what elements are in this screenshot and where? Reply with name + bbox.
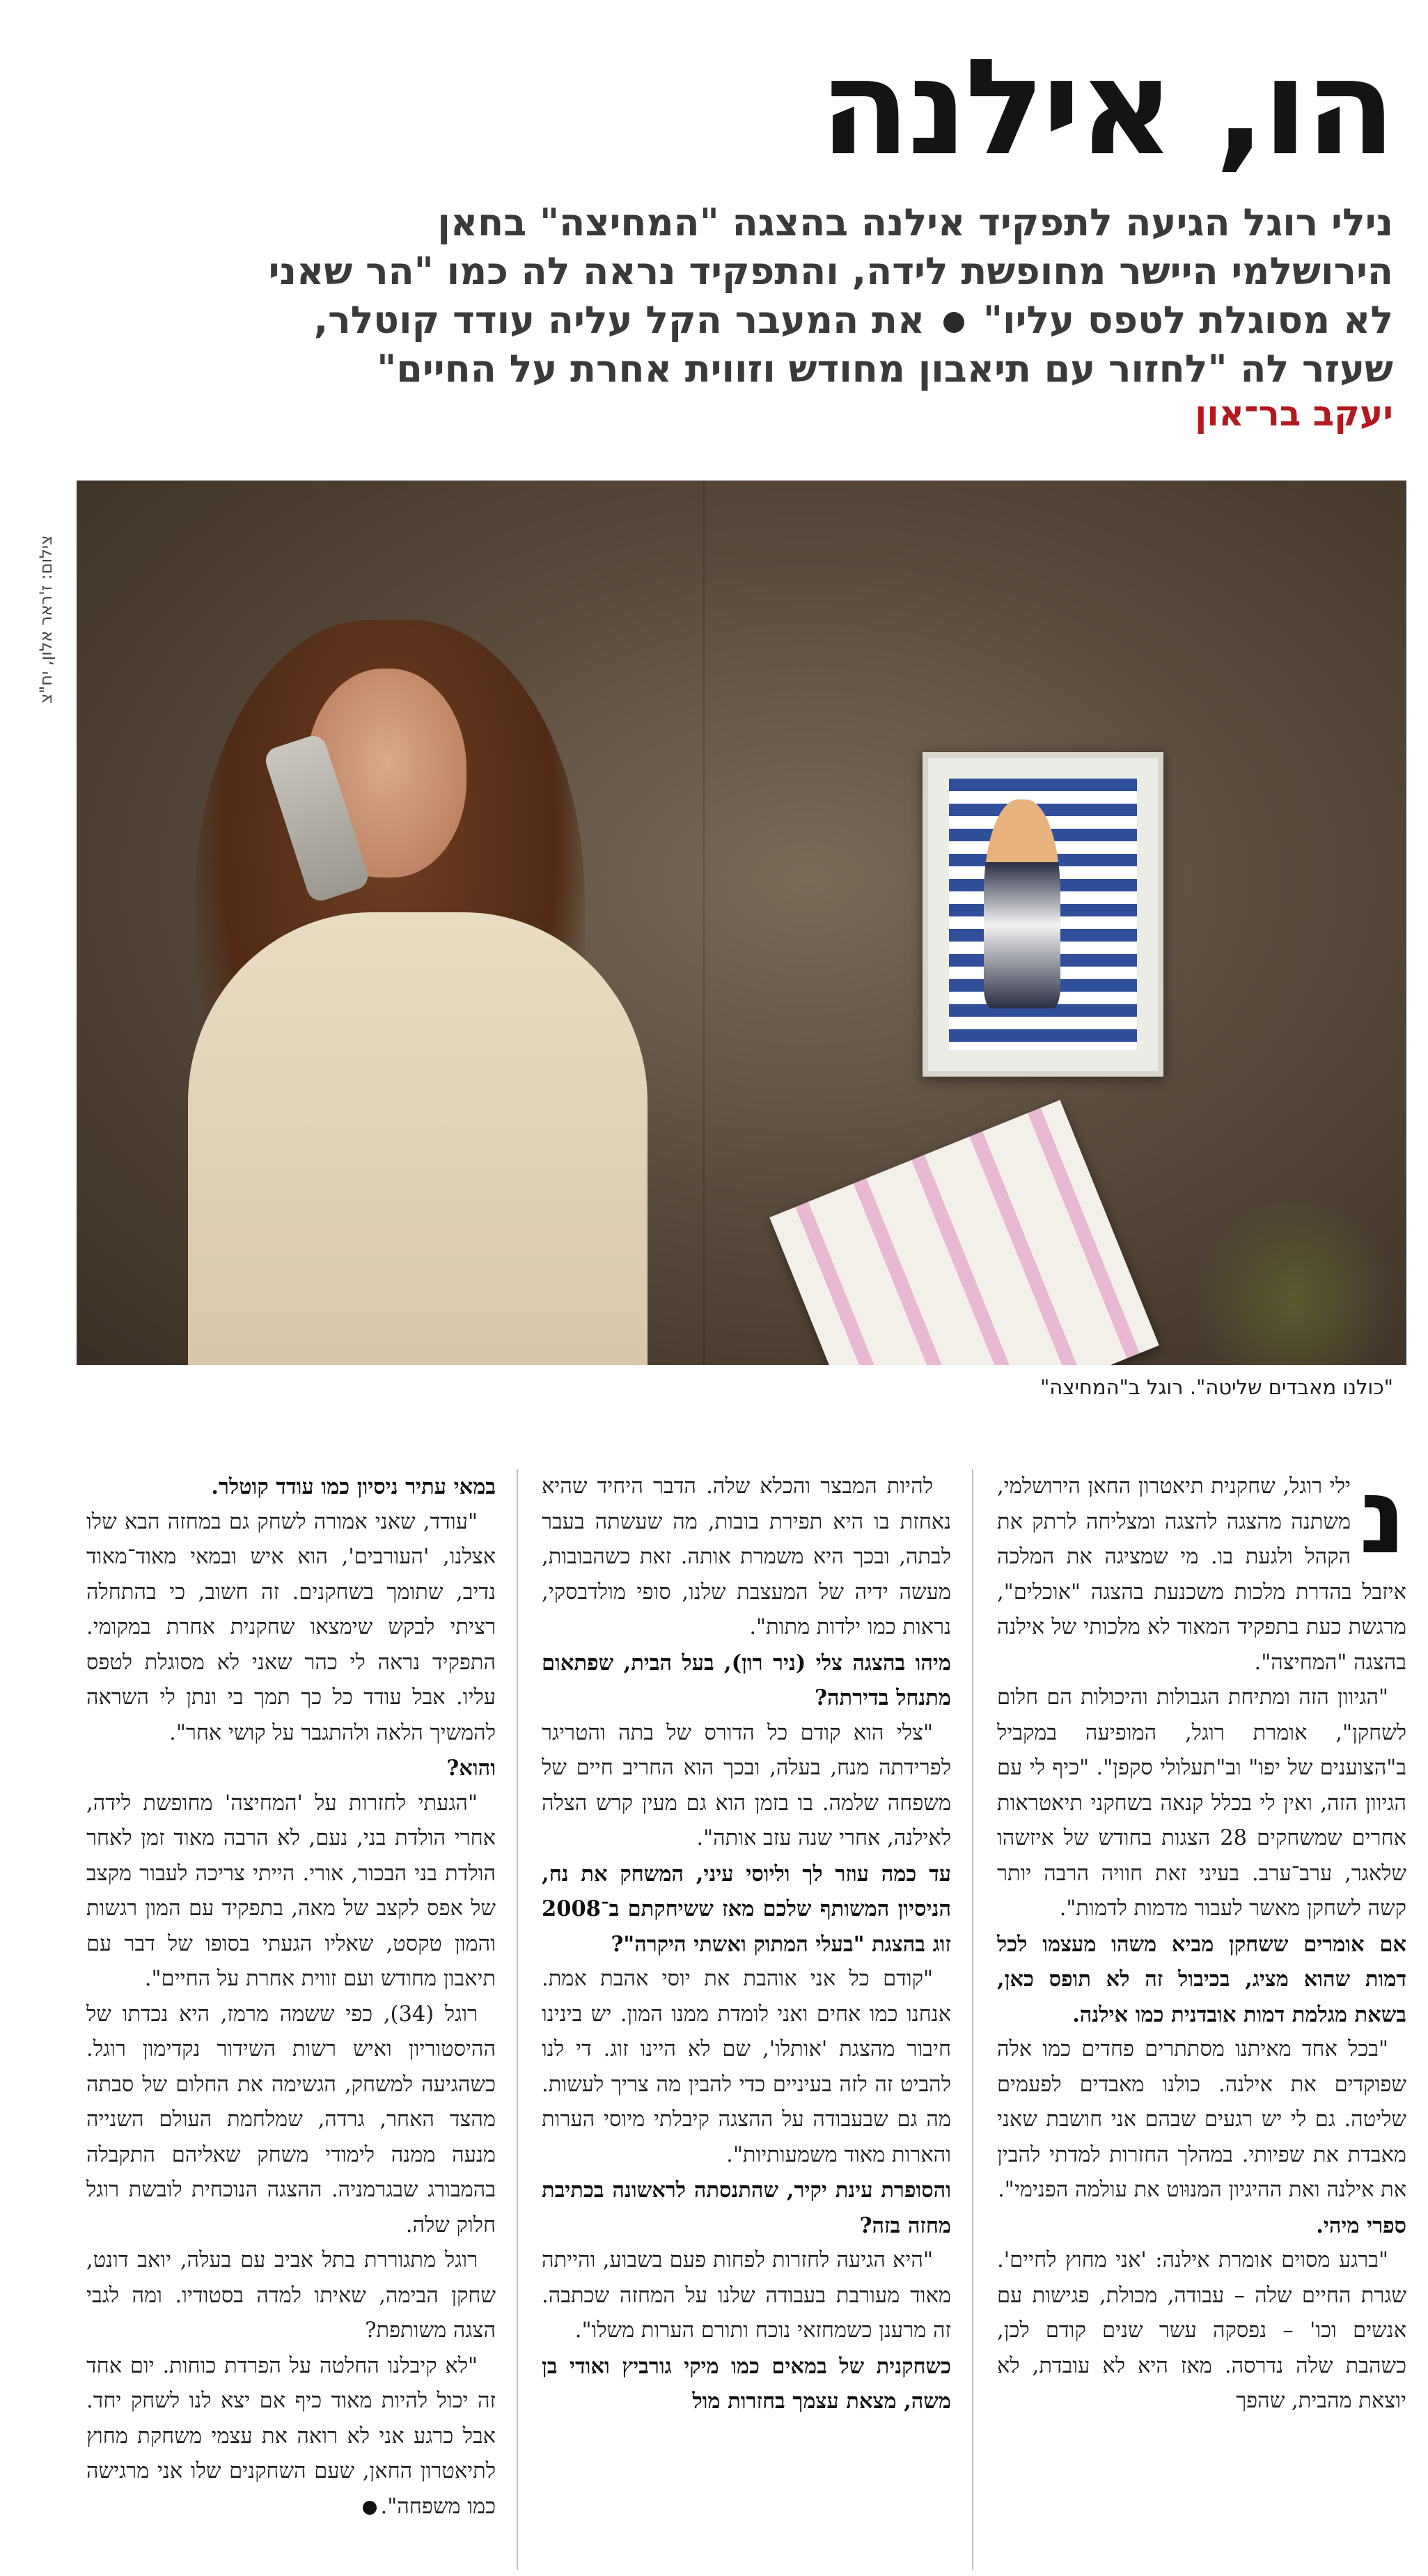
article-column-3: [86, 1469, 496, 2570]
framed-picture: [923, 752, 1163, 1077]
paragraph: "צלי הוא קודם כל הדורס של בתה והטריגר לפרידתה מנח, בעלה, ובכך הוא החריב חיים של משפחה שלמה. בו בזמן הוא גם מעין קרש הצלה לאילנה, אחרי שנה עזב אותה".: [542, 1720, 951, 1850]
interview-question: מיהו בהצגה צלי (ניר רון), בעל הבית, שפתאום מתנחל בדירתה?: [542, 1650, 951, 1710]
paragraph: "קודם כל אני אוהבת את יוסי אהבת אמת. אנחנו כמו אחים ואני לומדת ממנו המון. יש בינינו חיבור מהצגת 'אותלו', שם לא היינו זוג. די לנו להביט זה לזה בעיניים כדי להבין מה צריך לעשות. מה גם שבעבודה על ההצגה קיבלתי מיוסי הערות והארות מאוד משמעותיות".: [542, 1967, 951, 2167]
subhead-part-1: נילי רוגל הגיעה לתפקיד אילנה בהצגה "המחיצה" בחאן הירושלמי היישר מחופשת לידה, והתפקיד נראה לה כמו "הר שאני לא מסוגלת לטפס עליו": [268, 201, 1393, 342]
interview-question: ספרי מיהי.: [1316, 2212, 1406, 2238]
paragraph: רוגל (34), כפי ששמה מרמז, היא נכדתו של ההיסטוריון ואיש רשות השידור נקדימון רוגל. כשהגיעה למשחק, הגשימה את החלום של סבתה מהצד האחר, גרדה, שמלחמת העולם השנייה מנעה ממנה לימודי משחק שאליהם התקבלה בהמבורג שבגרמניה. ההצגה הנוכחית לובשת רוגל חלוק שלה.: [86, 2001, 496, 2238]
interview-question: אם אומרים ששחקן מביא משהו מעצמו לכל דמות שהוא מציג, בכיבול זה לא תופס כאן, בשאת מגלמת דמות אובדנית כמו אילנה.: [997, 1931, 1406, 2027]
drop-cap: נ: [1359, 1469, 1406, 1577]
photo-caption: "כולנו מאבדים שליטה". רוגל ב"המחיצה": [1039, 1375, 1393, 1399]
photo-credit: צילום: ז'ראר אלון, יח"צ: [36, 535, 56, 703]
article-photo: [77, 481, 1406, 1365]
end-mark-icon: [363, 2501, 377, 2515]
actress-body: [188, 912, 648, 1365]
article-column-2: [542, 1469, 951, 2570]
interview-question: כשחקנית של במאים כמו מיקי גורביץ ואודי בן משה, מצאת עצמך בחזרות מול: [542, 2353, 951, 2414]
column-divider: [517, 1469, 518, 2570]
framed-picture-child: [984, 799, 1060, 1008]
paragraph: ילי רוגל, שחקנית תיאטרון החאן הירושלמי, משתנה מהצגה להצגה ומצליחה לרתק את הקהל ולגעת בו. מי שמציגה את המלכה איזבל בהדרת מלכות משכנעת בהצגה "אוכלים", מרגשת כעת בתפקיד המאוד לא מלכותי של אילנה בהצגה "המחיצה".: [997, 1474, 1406, 1675]
paragraph: "לא קיבלנו החלטה על הפרדת כוחות. יום אחד זה יכול להיות מאוד כיף אם יצא לנו לשחק יחד. אבל כרגע אני לא רואה את עצמי משחקת מחוץ לתיאטרון החאן, שעם השחקנים שלו אני מרגישה כמו משפחה".: [86, 2353, 496, 2519]
wall-seam: [703, 481, 705, 1365]
interview-question: עד כמה עוזר לך וליוסי עיני, המשחק את נח, הניסיון המשותף שלכם מאז ששיחקתם ב־2008 זוג בהצגת "בעלי המתוק ואשתי היקרה"?: [542, 1861, 951, 1957]
article-column-1: [997, 1469, 1406, 2570]
interview-question: והסופרת עינת יקיר, שהתנסתה לראשונה בכתיבת מחזה בזה?: [542, 2178, 951, 2238]
paragraph: "ברגע מסוים אומרת אילנה: 'אני מחוץ לחיים'. שגרת החיים שלה – עבודה, מכולת, פגישות עם אנשים וכו' – נפסקה עשר שנים קודם לכן, כשהבת שלה נדרסה. מאז היא לא עובדת, לא יוצאת מהבית, שהפך: [997, 2248, 1406, 2413]
paragraph: רוגל מתגוררת בתל אביב עם בעלה, יואב דונט, שחקן הבימה, שאיתו למדה בסטודיו. ומה לגבי הצגה משותפת?: [86, 2248, 496, 2343]
paragraph: להיות המבצר והכלא שלה. הדבר היחיד שהיא נאחזת בו היא תפירת בובות, מה שעשתה בעבר לבתה, ובכך היא משמרת אותה. זאת כשהבובות, מעשה ידיה של המעצבת שלנו, סופי מולדבסקי, נראות כמו ילדות מתות".: [542, 1474, 951, 1639]
plant: [1191, 1191, 1399, 1365]
bullet-dot-icon: [943, 312, 964, 333]
headline: הו, אילנה: [819, 31, 1393, 185]
interview-question: במאי עתיר ניסיון כמו עודד קוטלר.: [211, 1474, 496, 1499]
paragraph: "עודד, שאני אמורה לשחק גם במחזה הבא שלו אצלנו, 'העורבים', הוא איש ובמאי מאוד־מאוד נדיב, שתומך בשחקנים. זה חשוב, כי בהתחלה רציתי לבקש שימצאו שחקנית אחרת במקומי. התפקיד נראה לי כהר שאני לא מסוגלת לטפס עליו. אבל עודד כל כך תמך בי ונתן לי השראה להמשיך הלאה ולהתגבר על קושי אחר".: [86, 1509, 496, 1745]
paragraph: "הגעתי לחזרות על 'המחיצה' מחופשת לידה, אחרי הולדת בני, נעם, לא הרבה מאוד זמן לאחר הולדת בני הבכור, אורי. הייתי צריכה לעבור מקצב של אפס לקצב של מאה, בתפקיד עם המון רגשות והמון טקסט, שאליו הגעתי בסופו של דבר עם תיאבון מחודש ועם זווית אחרת על החיים".: [86, 1790, 496, 1991]
subhead: [265, 198, 1393, 393]
interview-question: והוא?: [446, 1756, 496, 1781]
column-divider: [972, 1469, 973, 2570]
paragraph: "בכל אחד מאיתנו מסתתרים פחדים כמו אלה שפוקדים את אילנה. כולנו מאבדים לפעמים שליטה. גם לי יש רגעים שבהם אני חושבת שאני מאבדת את שפיותי. במהלך החזרות למדתי להבין את אילנה ואת ההיגיון המנוּוט את עולמה הפנימי".: [997, 2037, 1406, 2202]
byline: יעקב בר־און: [1195, 393, 1393, 434]
paragraph: "הגיוון הזה ומתיחת הגבולות והיכולות הם חלום לשחקן", אומרת רוגל, המופיעה במקביל ב"הצוענים של יפו" וב"תעלולי סקפן". "כיף לי עם הגיוון הזה, ואין לי בכלל קנאה בשחקני תיאטראות אחרים שמשחקים 28 הצגות בחודש של איזשהו שלאגר, ערב־ערב. בעיני זאת חוויה הרבה יותר קשה לשחקן מאשר לעבור מדמות לדמות".: [997, 1685, 1406, 1921]
scattered-papers: [769, 1100, 1159, 1365]
article-body: [77, 1469, 1406, 2570]
paragraph: "היא הגיעה לחזרות לפחות פעם בשבוע, והייתה מאוד מעורבת בעבודה שלנו על המחזה שכתבה. זה מרענן כשמחזאי נוכח ותורם הערות משלו".: [542, 2248, 951, 2343]
subhead-part-2: את המעבר הקל עליה עודד קוטלר, שעזר לה "לחזור עם תיאבון מחודש וזווית אחרת על החיים": [313, 298, 1393, 391]
